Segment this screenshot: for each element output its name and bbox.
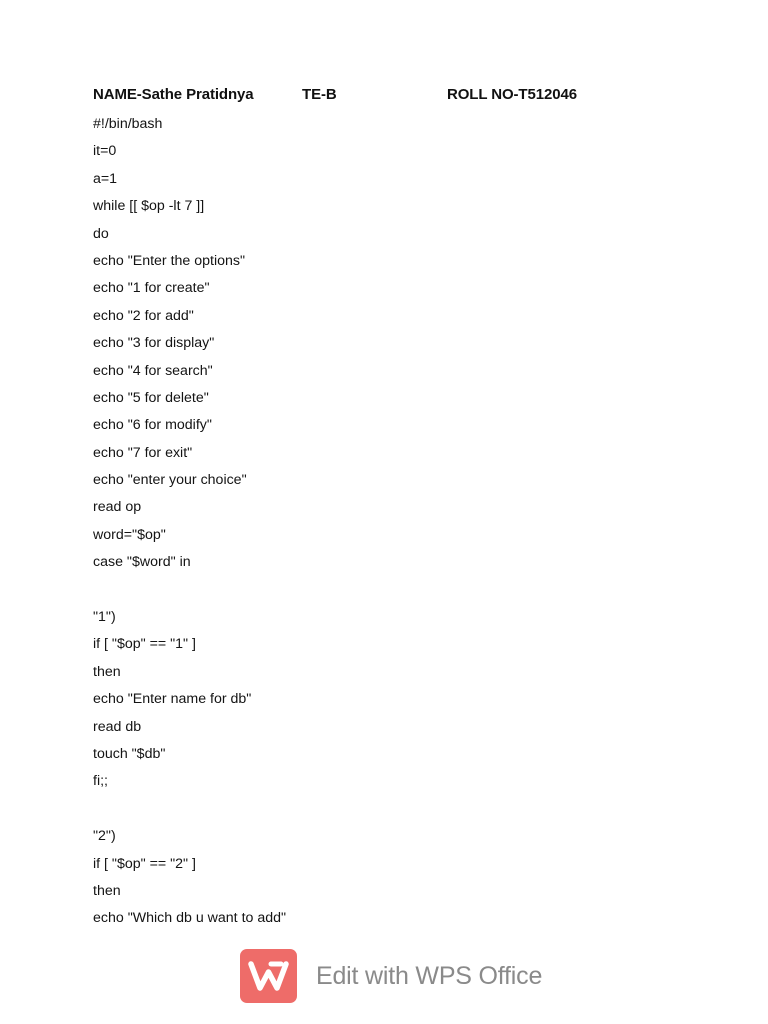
code-line: "2") xyxy=(93,828,116,845)
code-line: read op xyxy=(93,499,142,516)
student-name: NAME-Sathe Pratidnya xyxy=(93,86,254,103)
code-line: echo "Enter the options" xyxy=(93,252,246,269)
student-class: TE-B xyxy=(302,86,337,103)
wps-office-logo-icon[interactable] xyxy=(240,949,297,1003)
code-line: touch "$db" xyxy=(93,745,166,762)
code-line: fi;; xyxy=(93,773,108,790)
edit-with-wps-link[interactable]: Edit with WPS Office xyxy=(316,961,543,990)
code-line: echo "Which db u want to add" xyxy=(93,910,287,927)
code-line: a=1 xyxy=(93,170,118,187)
code-line xyxy=(93,580,713,607)
code-line: echo "5 for delete" xyxy=(93,389,209,406)
code-line: then xyxy=(93,663,121,680)
code-line: if [ "$op" == "1" ] xyxy=(93,636,196,653)
code-line: echo "2 for add" xyxy=(93,307,194,324)
code-line: read db xyxy=(93,718,142,735)
code-line: then xyxy=(93,882,121,899)
code-line: do xyxy=(93,225,109,242)
wps-edit-banner[interactable] xyxy=(240,949,542,1003)
code-listing xyxy=(93,114,713,936)
code-line: echo "enter your choice" xyxy=(93,472,247,489)
document-header xyxy=(0,86,768,108)
code-line: echo "3 for display" xyxy=(93,335,215,352)
code-line: case "$word" in xyxy=(93,554,191,571)
code-line: echo "7 for exit" xyxy=(93,444,193,461)
code-line: #!/bin/bash xyxy=(93,116,163,132)
code-line: echo "6 for modify" xyxy=(93,417,212,434)
code-line: echo "Enter name for db" xyxy=(93,691,252,708)
code-line: echo "1 for create" xyxy=(93,280,210,297)
roll-number: ROLL NO-T512046 xyxy=(447,86,577,103)
code-line: if [ "$op" == "2" ] xyxy=(93,855,196,872)
code-line: while [[ $op -lt 7 ]] xyxy=(93,198,205,215)
code-line: word="$op" xyxy=(93,526,166,543)
code-line: "1") xyxy=(93,609,116,626)
code-line xyxy=(93,799,713,826)
code-line: it=0 xyxy=(93,143,117,160)
code-line: echo "4 for search" xyxy=(93,362,213,379)
